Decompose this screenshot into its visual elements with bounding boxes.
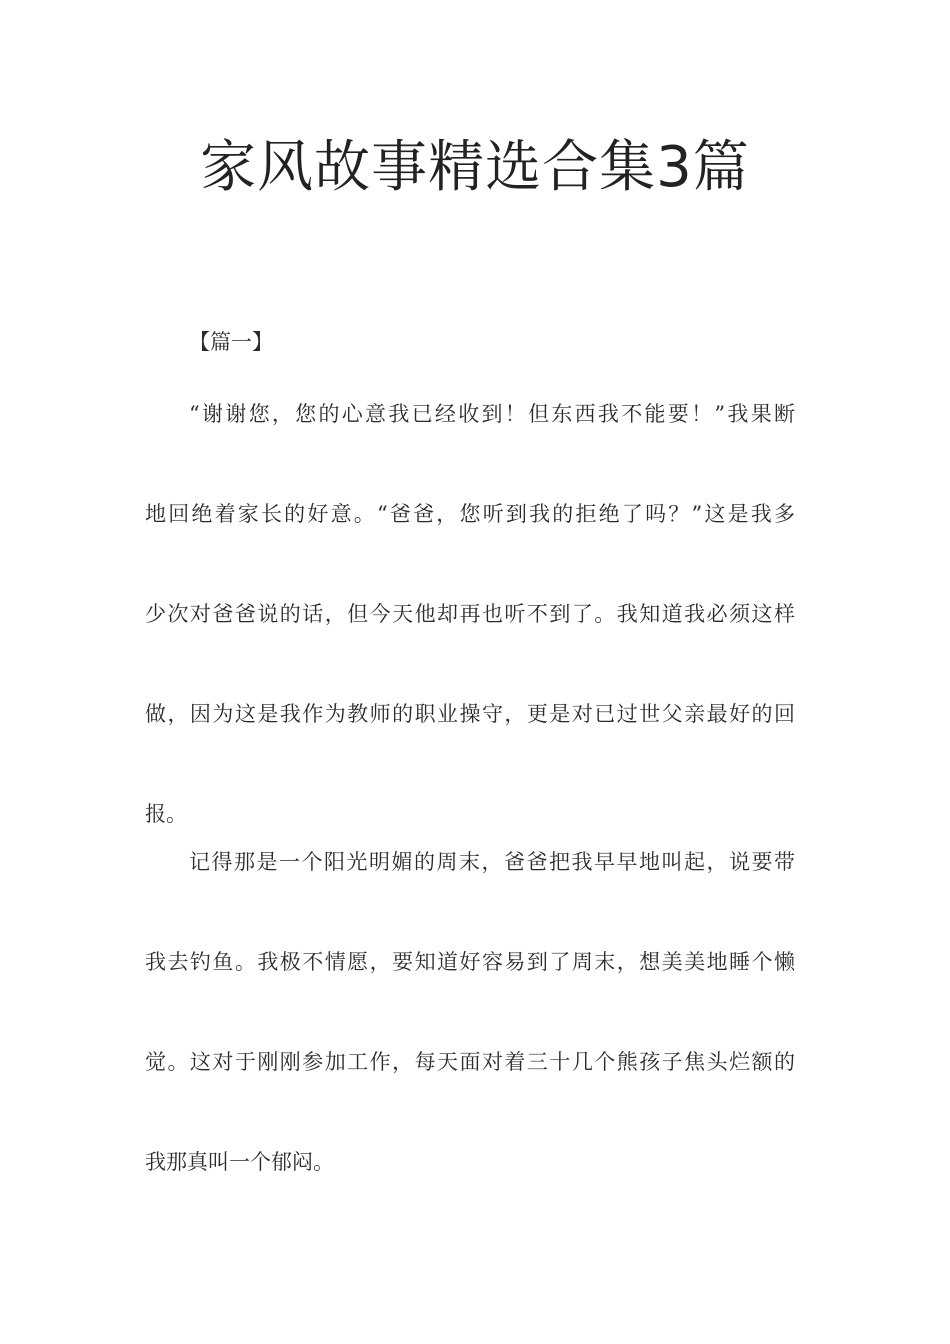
paragraph-line: 觉。这对于刚刚参加工作，每天面对着三十几个熊孩子焦头烂额的 (145, 1050, 795, 1074)
paragraph-line: 我那真叫一个郁闷。 (145, 1150, 334, 1174)
paragraph-2 (145, 812, 795, 1212)
paragraph-line: 少次对爸爸说的话，但今天他却再也听不到了。我知道我必须这样 (145, 602, 795, 626)
paragraph-line: 记得那是一个阳光明媚的周末，爸爸把我早早地叫起，说要带 (189, 850, 795, 874)
paragraph-1 (145, 364, 795, 838)
document-body (145, 318, 795, 1212)
section-label: 【篇一】 (189, 330, 273, 354)
document-title: 家风故事精选合集3篇 (200, 135, 750, 200)
paragraph-line: 做，因为这是我作为教师的职业操守，更是对已过世父亲最好的回 (145, 702, 795, 726)
paragraph-line: 报。 (145, 802, 187, 826)
paragraph-line: “谢谢您，您的心意我已经收到！但东西我不能要！”我果断 (189, 402, 795, 426)
paragraph-line: 我去钓鱼。我极不情愿，要知道好容易到了周末，想美美地睡个懒 (145, 950, 795, 974)
paragraph-line: 地回绝着家长的好意。“爸爸，您听到我的拒绝了吗？”这是我多 (145, 502, 795, 526)
